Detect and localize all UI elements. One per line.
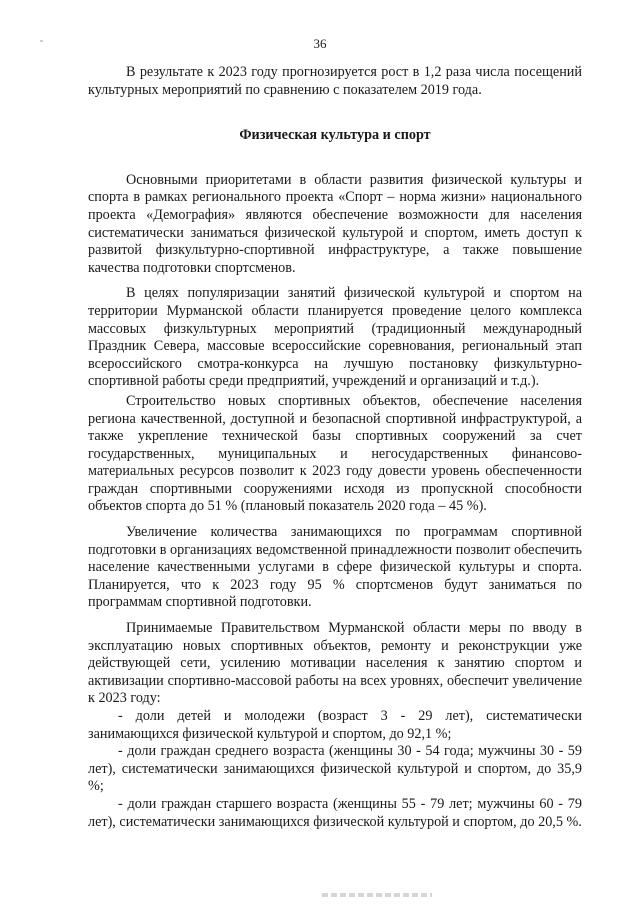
section-title: Физическая культура и спорт — [239, 127, 431, 144]
page-content — [88, 64, 582, 831]
paragraph-government-measures: Принимаемые Правительством Мурманской области меры по вводу в эксплуатацию новых спортивных объектов, ремонту и реконструкции уже действующей сети, усилению мотивации населения к занятию спортом и активизации спортивно-массовой работы на всех уровнях, обеспечит увеличение к 2023 году: — [88, 620, 582, 707]
paragraph-priorities: Основными приоритетами в области развития физической культуры и спорта в рамках регионального проекта «Спорт – норма жизни» национального проекта «Демография» являются обеспечение возможности для населения систематически заниматься физической культурой и спортом, иметь доступ к развитой физкультурно-спортивной инфраструктуре, а также повышение качества подготовки спортсменов. — [88, 171, 582, 276]
page-number: 36 — [313, 36, 327, 51]
list-item-youth: - доли детей и молодежи (возраст 3 - 29 лет), систематически занимающихся физической культурой и спортом, до 92,1 %; — [88, 708, 582, 742]
footer-scan-mark — [322, 893, 432, 897]
list-item-senior-age: - доли граждан старшего возраста (женщины 55 - 79 лет; мужчины 60 - 79 лет), систематически занимающихся физической культурой и спортом, до 20,5 %. — [88, 795, 582, 830]
paragraph-construction: Строительство новых спортивных объектов, обеспечение населения региона качественной, доступной и безопасной спортивной инфраструктурой, а также укрепление технической базы спортивных сооружений за счет государственных, муниципальных и негосударственных финансово-материальных ресурсов позволит к 2023 году довести уровень обеспеченности граждан спортивными сооружениями исходя из пропускной способности объектов спорта до 51 % (плановый показатель 2020 года – 45 %). — [88, 392, 582, 515]
paragraph-popularization: В целях популяризации занятий физической культурой и спортом на территории Мурманской области планируется проведение целого комплекса массовых физкультурных мероприятий (традиционный международный Праздник Севера, массовые всероссийские соревнования, региональный этап всероссийского смотра-конкурса на лучшую постановку физкультурно-спортивной работы среди предприятий, учреждений и организаций и т.д.). — [88, 285, 582, 390]
list-item-middle-age: - доли граждан среднего возраста (женщины 30 - 54 года; мужчины 30 - 59 лет), систематически занимающихся физической культурой и спортом, до 35,9 %; — [88, 743, 582, 795]
intro-paragraph: В результате к 2023 году прогнозируется рост в 1,2 раза числа посещений культурных мероприятий по сравнению с показателем 2019 года. — [88, 64, 582, 98]
paragraph-sports-training: Увеличение количества занимающихся по программам спортивной подготовки в организациях ведомственной принадлежности позволит обеспечить население качественными услугами в сфере физической культуры и спорта. Планируется, что к 2023 году 95 % спортсменов будут заниматься по программам спортивной подготовки. — [88, 524, 582, 611]
